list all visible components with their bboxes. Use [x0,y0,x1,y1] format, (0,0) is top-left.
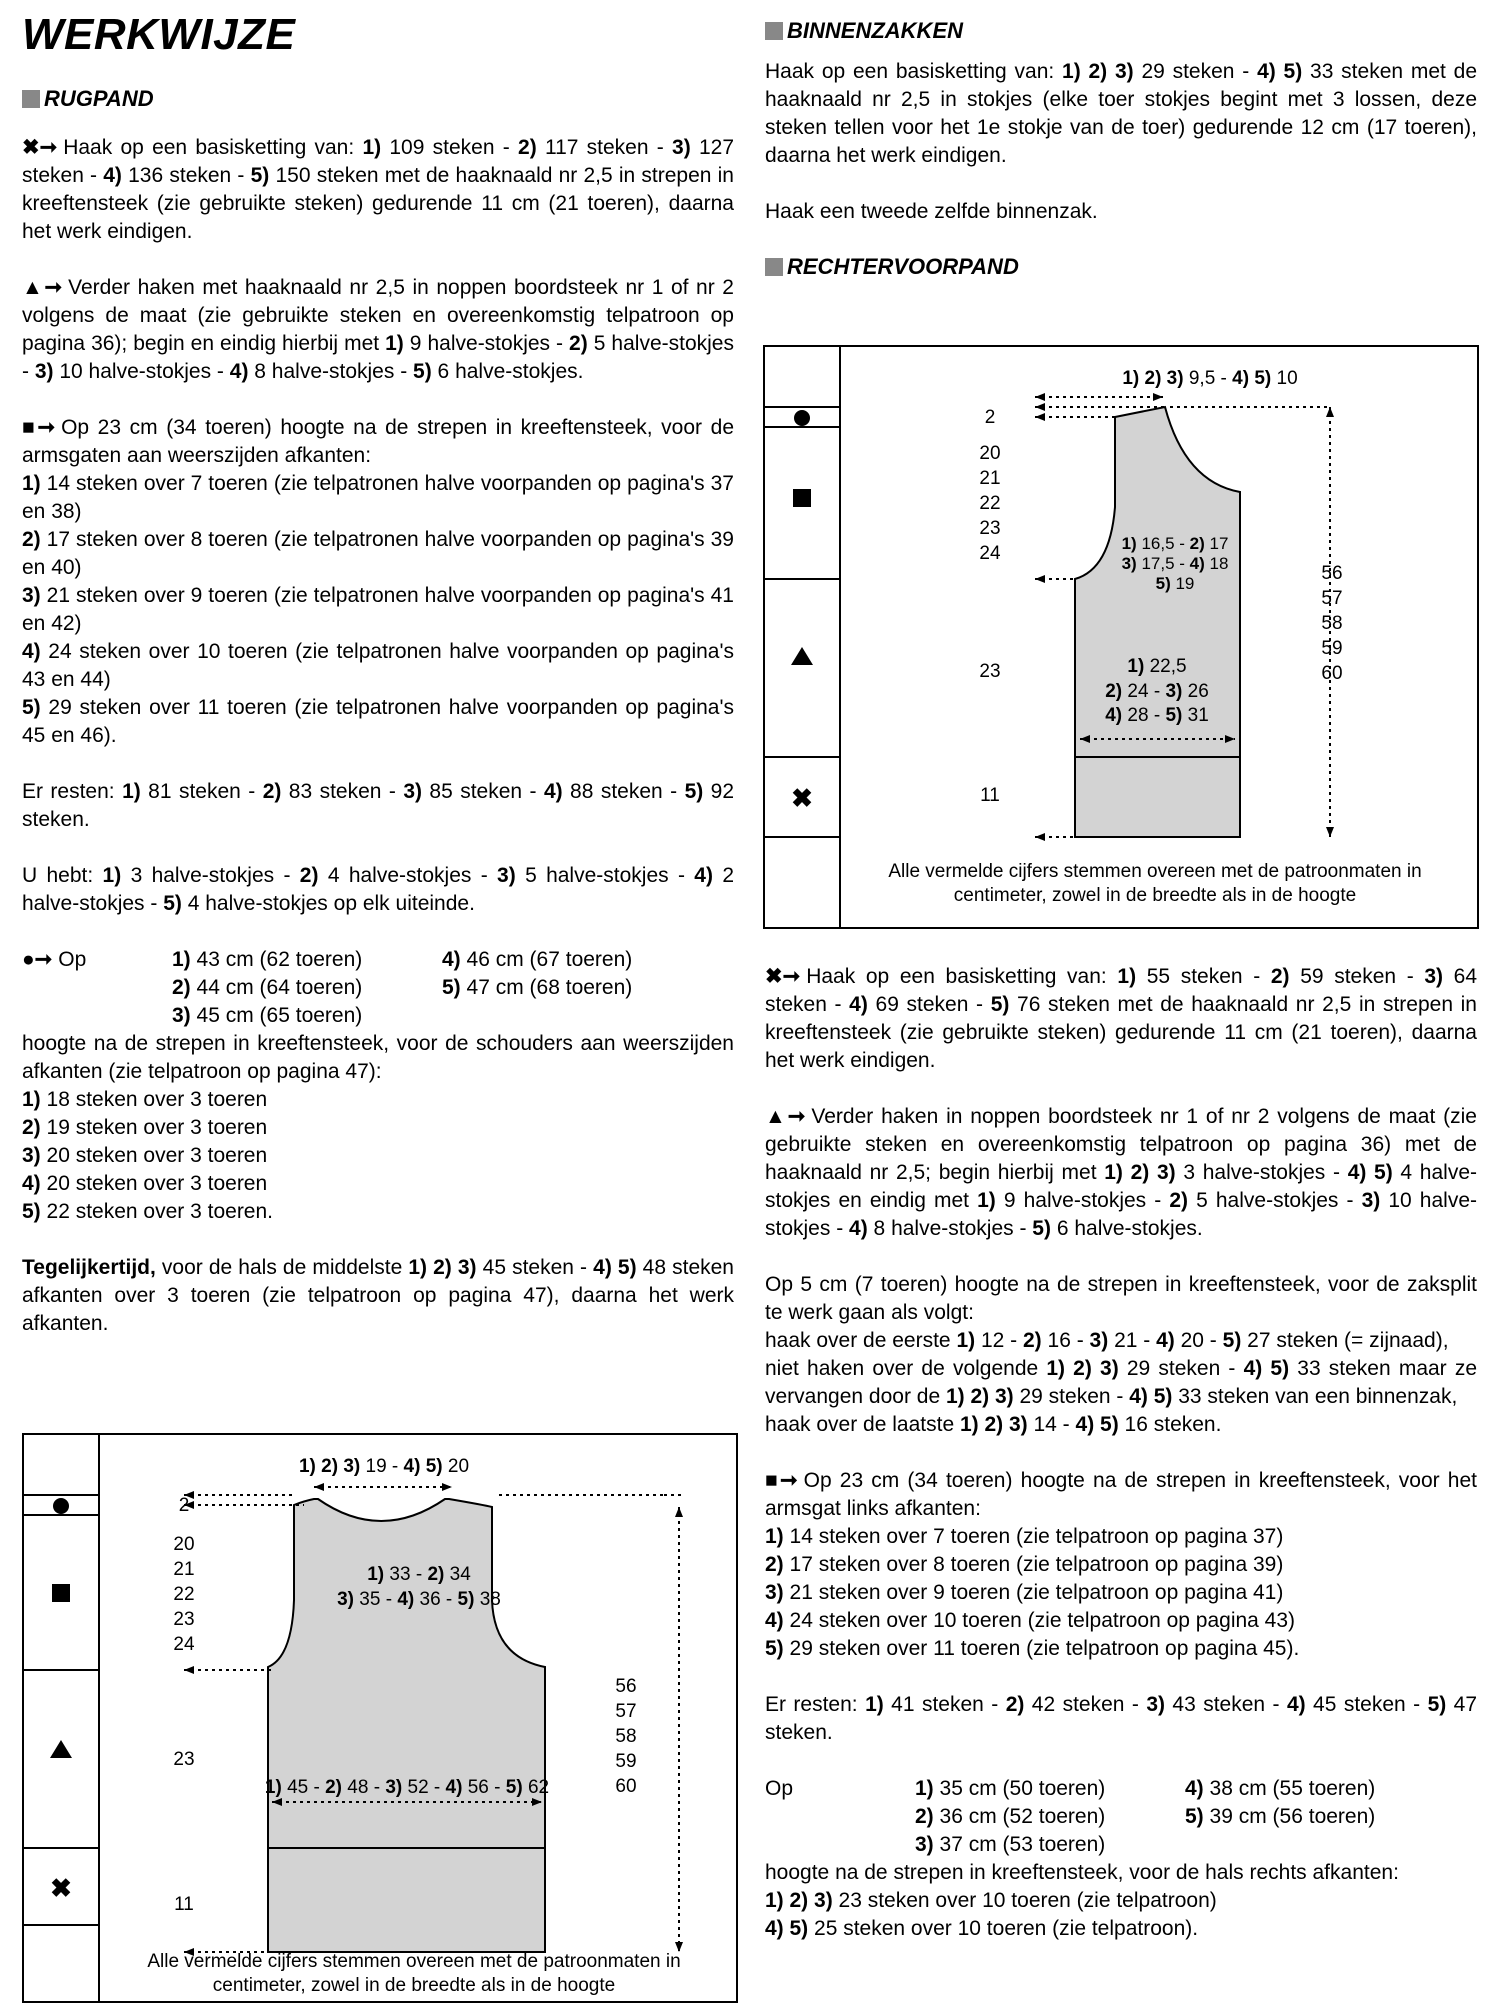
measure-label: 58 [1321,613,1343,634]
section-heading-rugpand: RUGPAND [22,86,734,112]
measure-label: 23 [979,518,1001,539]
binnenzakken-p2: Haak een tweede zelfde binnenzak. [765,200,1098,223]
measure-label: 24 [173,1634,195,1655]
section-heading-binnenzakken: BINNENZAKKEN [765,18,1477,44]
diagram-top-label: 1) 2) 3) 19 - 4) 5) 20 [298,1456,470,1477]
measure-label: 24 [979,543,1001,564]
measure-label: 20 [979,443,1001,464]
measure-label: 60 [615,1776,637,1797]
circle-icon [53,1498,69,1514]
square-icon [793,489,811,507]
list-item: 3) 20 steken over 3 toeren [22,1144,268,1167]
rugpand-p6-text: hoogte na de strepen in kreeftensteek, voor de schouders aan weerszijden afkanten (zie telpatroon op pagina 47): [22,1032,734,1083]
width-label-1: 1) 22,5 [1127,656,1187,677]
list-item: 5) 29 steken over 11 toeren (zie telpatronen halve voorpanden op pagina's 45 en 46). [22,696,734,747]
right-column [765,0,1477,280]
list-item: 1) 2) 3) 23 steken over 10 toeren (zie telpatroon) [765,1889,1217,1912]
measure-label: 56 [1321,563,1343,584]
triangle-icon [50,1740,72,1758]
size-item: 1) 35 cm (50 toeren) [915,1777,1106,1800]
rvp-p3a: haak over de eerste 1) 12 - 2) 16 - 3) 21 - 4) 20 - 5) 27 steken (= zijnaad), [765,1329,1449,1352]
row-label: 23 [979,661,1001,682]
size-item: 2) 44 cm (64 toeren) [172,976,363,999]
size-item: 3) 45 cm (65 toeren) [172,1004,363,1027]
list-item: 1) 14 steken over 7 toeren (zie telpatroon op pagina 37) [765,1525,1284,1548]
cross-arrow-icon: ✖➞ [765,965,801,988]
armhole-label-2: 3) 17,5 - 4) 18 [1121,554,1229,573]
list-item: 2) 17 steken over 8 toeren (zie telpatronen halve voorpanden op pagina's 39 en 40) [22,528,734,579]
row-label: 2 [984,407,996,428]
rvp-p6-text: hoogte na de strepen in kreeftensteek, voor de hals rechts afkanten: [765,1861,1399,1884]
rvp-neck-list [765,1887,1477,1943]
diagram-mid-line1: 1) 33 - 2) 34 [367,1564,471,1585]
binnenzakken-p1: Haak op een basisketting van: 1) 2) 3) 29 steken - 4) 5) 33 steken met de haaknaald nr 2,5 in stokjes (elke toer stokjes begint met 3 lossen, deze steken tellen voor het 1e stokje van de toer) gedurende 12 cm (17 toeren), daarna het werk eindigen. [765,60,1478,167]
rugpand-p4: Er resten: 1) 81 steken - 2) 83 steken - 3) 85 steken - 4) 88 steken - 5) 92 steken. [22,780,735,831]
measure-label: 21 [979,468,1001,489]
row-label: 11 [174,1894,194,1915]
cross-arrow-icon: ✖➞ [22,136,58,159]
measure-label: 56 [615,1676,637,1697]
measure-label: 21 [173,1559,195,1580]
rvp-p5: Er resten: 1) 41 steken - 2) 42 steken - 3) 43 steken - 4) 45 steken - 5) 47 steken. [765,1693,1478,1744]
list-item: 5) 29 steken over 11 toeren (zie telpatroon op pagina 45). [765,1637,1300,1660]
rugpand-armhole-list [22,470,734,750]
measure-label: 58 [615,1726,637,1747]
diagram-caption-1: Alle vermelde cijfers stemmen overeen met de patroonmaten in [147,1951,681,1972]
rugpand-p7: Tegelijkertijd, voor de hals de middelste 1) 2) 3) 45 steken - 4) 5) 48 steken afkanten over 3 toeren (zie telpatroon op pagina 47), daarna het werk afkanten. [22,1256,734,1335]
row-labels-mid [979,443,1001,564]
cross-icon: ✖ [791,783,813,813]
rvp-p4: ■➞ Op 23 cm (34 toeren) hoogte na de strepen in kreeftensteek, voor het armsgat links afkanten: [765,1469,1478,1520]
rvp-p3c: haak over de laatste 1) 2) 3) 14 - 4) 5) 16 steken. [765,1413,1222,1436]
section-heading-rechtervoorpand: RECHTERVOORPAND [765,254,1477,280]
width-label-3: 4) 28 - 5) 31 [1105,705,1209,726]
measure-label: 59 [615,1751,637,1772]
measure-label: 22 [173,1584,195,1605]
rugpand-p1: ✖➞ Haak op een basisketting van: 1) 109 steken - 2) 117 steken - 3) 127 steken - 4) 136 steken - 5) 150 steken met de haaknaald nr 2,5 in strepen in kreeftensteek (zie gebruikte steken) gedurende 11 cm (21 toeren), daarna het werk eindigen. [22,136,735,243]
measure-label: 57 [615,1701,637,1722]
rvp-p3: Op 5 cm (7 toeren) hoogte na de strepen in kreeftensteek, voor de zaksplit te werk gaan als volgt: [765,1273,1477,1324]
list-item: 4) 24 steken over 10 toeren (zie telpatronen halve voorpanden op pagina's 43 en 44) [22,640,734,691]
height-labels [615,1676,636,1797]
list-item: 3) 21 steken over 9 toeren (zie telpatroon op pagina 41) [765,1581,1284,1604]
width-label-2: 2) 24 - 3) 26 [1105,681,1209,702]
measure-label: 57 [1321,588,1343,609]
row-label: 2 [178,1495,190,1516]
rugpand-p5: U hebt: 1) 3 halve-stokjes - 2) 4 halve-stokjes - 3) 5 halve-stokjes - 4) 2 halve-stokjes - 5) 4 halve-stokjes op elk uiteinde. [22,864,734,915]
size-item: 4) 38 cm (55 toeren) [1185,1777,1376,1800]
rvp-p1: ✖➞ Haak op een basisketting van: 1) 55 steken - 2) 59 steken - 3) 64 steken - 4) 69 steken - 5) 76 steken met de haaknaald nr 2,5 in strepen in kreeftensteek (zie gebruikte steken) gedurende 11 cm (21 toeren), daarna het werk eindigen. [765,965,1478,1072]
diagram-mid-line2: 3) 35 - 4) 36 - 5) 38 [337,1589,501,1610]
rugpand-diagram [22,1433,738,2003]
rugpand-p6-sizes: ●➞ Op 1) 43 cm (62 toeren) 4) 46 cm (67 toeren) 2) 44 cm (64 toeren) 5) 47 cm (68 toeren) 3) 45 cm (65 toeren) [22,946,734,1030]
height-labels [1321,563,1342,684]
size-item: 5) 47 cm (68 toeren) [442,976,633,999]
circle-arrow-icon: ●➞ [22,948,53,971]
page-title: WERKWIJZE [22,10,296,59]
measure-label: 59 [1321,638,1343,659]
rvp-p6-sizes: Op 1) 35 cm (50 toeren) 4) 38 cm (55 toeren) 2) 36 cm (52 toeren) 5) 39 cm (56 toeren) 3) 37 cm (53 toeren) [765,1775,1477,1859]
list-item: 4) 20 steken over 3 toeren [22,1172,268,1195]
cross-icon: ✖ [50,1873,72,1903]
size-item: 4) 46 cm (67 toeren) [442,948,633,971]
measure-label: 20 [173,1534,195,1555]
triangle-arrow-icon: ▲➞ [22,276,63,299]
square-bullet-icon [765,258,783,276]
measure-label: 22 [979,493,1001,514]
armhole-label-3: 5) 19 [1155,574,1195,593]
list-item: 4) 5) 25 steken over 10 toeren (zie telpatroon). [765,1917,1199,1940]
rechtervoorpand-diagram [763,345,1479,929]
square-icon [52,1584,70,1602]
circle-icon [794,410,810,426]
triangle-arrow-icon: ▲➞ [765,1105,806,1128]
rugpand-p3: ■➞ Op 23 cm (34 toeren) hoogte na de strepen in kreeftensteek, voor de armsgaten aan weerszijden afkanten: [22,416,734,467]
list-item: 1) 14 steken over 7 toeren (zie telpatronen halve voorpanden op pagina's 37 en 38) [22,472,734,523]
square-arrow-icon: ■➞ [765,1469,798,1492]
list-item: 5) 22 steken over 3 toeren. [22,1200,273,1223]
size-item: 5) 39 cm (56 toeren) [1185,1805,1376,1828]
diagram-caption-2: centimeter, zowel in de breedte als in de hoogte [212,1975,616,1996]
list-item: 1) 18 steken over 3 toeren [22,1088,268,1111]
armhole-label-1: 1) 16,5 - 2) 17 [1121,534,1229,553]
list-item: 3) 21 steken over 9 toeren (zie telpatronen halve voorpanden op pagina's 41 en 42) [22,584,734,635]
rugpand-p2: ▲➞ Verder haken met haaknaald nr 2,5 in noppen boordsteek nr 1 of nr 2 volgens de maat (zie gebruikte steken en overeenkomstig telpatroon op pagina 36); begin en eindig hierbij met 1) 9 halve-stokjes - 2) 5 halve-stokjes - 3) 10 halve-stokjes - 4) 8 halve-stokjes - 5) 6 halve-stokjes. [22,276,734,383]
measure-label: 60 [1321,663,1343,684]
row-label: 11 [980,785,1000,806]
square-arrow-icon: ■➞ [22,416,56,439]
rvp-p2: ▲➞ Verder haken in noppen boordsteek nr 1 of nr 2 volgens de maat (zie gebruikte steken en overeenkomstig telpatroon op pagina 36) met de haaknaald nr 2,5; begin hierbij met 1) 2) 3) 3 halve-stokjes - 4) 5) 4 halve-stokjes en eindig met 1) 9 halve-stokjes - 2) 5 halve-stokjes - 3) 10 halve-stokjes - 4) 8 halve-stokjes - 5) 6 halve-stokjes. [765,1105,1478,1240]
diagram-top-label: 1) 2) 3) 9,5 - 4) 5) 10 [1122,368,1298,389]
row-label: 23 [173,1749,195,1770]
rechtervoorpand-text [765,963,1477,1943]
size-item: 2) 36 cm (52 toeren) [915,1805,1106,1828]
list-item: 2) 19 steken over 3 toeren [22,1116,268,1139]
triangle-icon [791,647,813,665]
diagram-caption-1: Alle vermelde cijfers stemmen overeen met de patroonmaten in [888,861,1422,882]
diagram-width-label: 1) 45 - 2) 48 - 3) 52 - 4) 56 - 5) 62 [264,1777,550,1798]
left-column [22,0,734,1338]
size-item: 3) 37 cm (53 toeren) [915,1833,1106,1856]
size-item: 1) 43 cm (62 toeren) [172,948,363,971]
list-item: 2) 17 steken over 8 toeren (zie telpatroon op pagina 39) [765,1553,1284,1576]
diagram-caption-2: centimeter, zowel in de breedte als in de hoogte [953,885,1357,906]
row-labels-mid [173,1534,195,1655]
list-item: 4) 24 steken over 10 toeren (zie telpatroon op pagina 43) [765,1609,1296,1632]
square-bullet-icon [765,22,783,40]
square-bullet-icon [22,90,40,108]
rvp-armhole-list [765,1523,1477,1663]
rugpand-shoulder-list [22,1086,734,1226]
measure-label: 23 [173,1609,195,1630]
rvp-p3b: niet haken over de volgende 1) 2) 3) 29 steken - 4) 5) 33 steken maar ze vervangen door de 1) 2) 3) 29 steken - 4) 5) 33 steken van een binnenzak, [765,1357,1478,1408]
